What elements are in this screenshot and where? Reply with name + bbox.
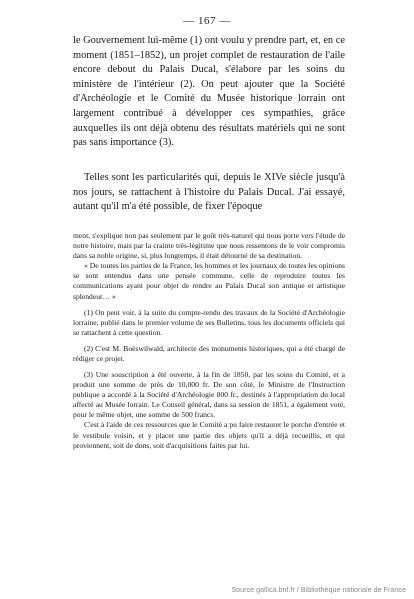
footnote-3: (3) Une souscription a été ouverte, à la fin de 1850, par les soins du Comité, et a produit une somme de près de 10,000 fr. De son côté, le Ministre de l'Instruction publique a accordé à la Société d'Archéologie 800 fr., destinés à l'appropriation du local affecté au Musée lorrain. Le Conseil général, dans sa session de 1851, a également voté, pour le même objet, une somme de 500 francs. [73,370,345,420]
footnote-2-block [73,344,345,364]
footnote-quote: « De toutes les parties de la France, les hommes et les journaux de toutes les opinions se sont entendus dans une pensée commune, celle de reproduire toutes les communications ayant pour objet de rendre au Palais Ducal son antique et artistique splendeur… » [73,261,345,301]
footnote-2: (2) C'est M. Boëswilwald, architecte des monuments historiques, qui a été chargé de rédiger ce projet. [73,344,345,364]
footnote-continuation: ment, s'explique non pas seulement par le goût très-naturel qui nous porte vers l'étude de notre histoire, mais par la crainte très-légitime que nous ressentons de le voir compromis dans sa noble origine, si, plus longtemps, il était détourné de sa destination. [73,231,345,261]
footnote-3-continuation: C'est à l'aide de ces ressources que le Comité a pu faire restaurer le porche d'entrée et le vestibule voisin, et y placer une partie des objets qu'il a déjà recueillis, et qui proviennent, soit de dons, soit d'acquisitions faites par lui. [73,420,345,450]
main-text-block-1 [73,34,345,151]
source-credit: Source gallica.bnf.fr / Bibliothèque nationale de France [231,585,406,594]
main-paragraph-2: Telles sont les particularités qui, depuis le XIVe siècle jusqu'à nos jours, se rattachent à l'histoire du Palais Ducal. J'ai essayé, autant qu'il m'a été possible, de fixer l'époque [73,172,345,213]
main-text-block-2 [73,171,345,215]
footnote-continuation-block [73,231,345,338]
page-number: — 167 — [183,15,231,27]
footnote-1: (1) On peut voir, à la suite du compte-rendu des travaux de la Société d'Archéologie lorraine, publié dans le premier volume de ses Bulletins, tous les documents officiels qui se rattachent à cette question. [73,307,345,337]
main-paragraph-1: le Gouvernement lui-même (1) ont voulu y prendre part, et, en ce moment (1851–1852), un projet complet de restauration de l'aile encore debout du Palais Ducal, s'élabore par les soins du ministère de l'intérieur (2). On peut ajouter que la Société d'Archéologie et le Comité du Musée historique lorrain ont largement contribué à développer ces sympathies, grâce auxquelles ils ont déjà obtenu des résultats matériels qui ne sont pas sans importance (3). [73,35,345,149]
footnote-3-block [73,370,345,451]
